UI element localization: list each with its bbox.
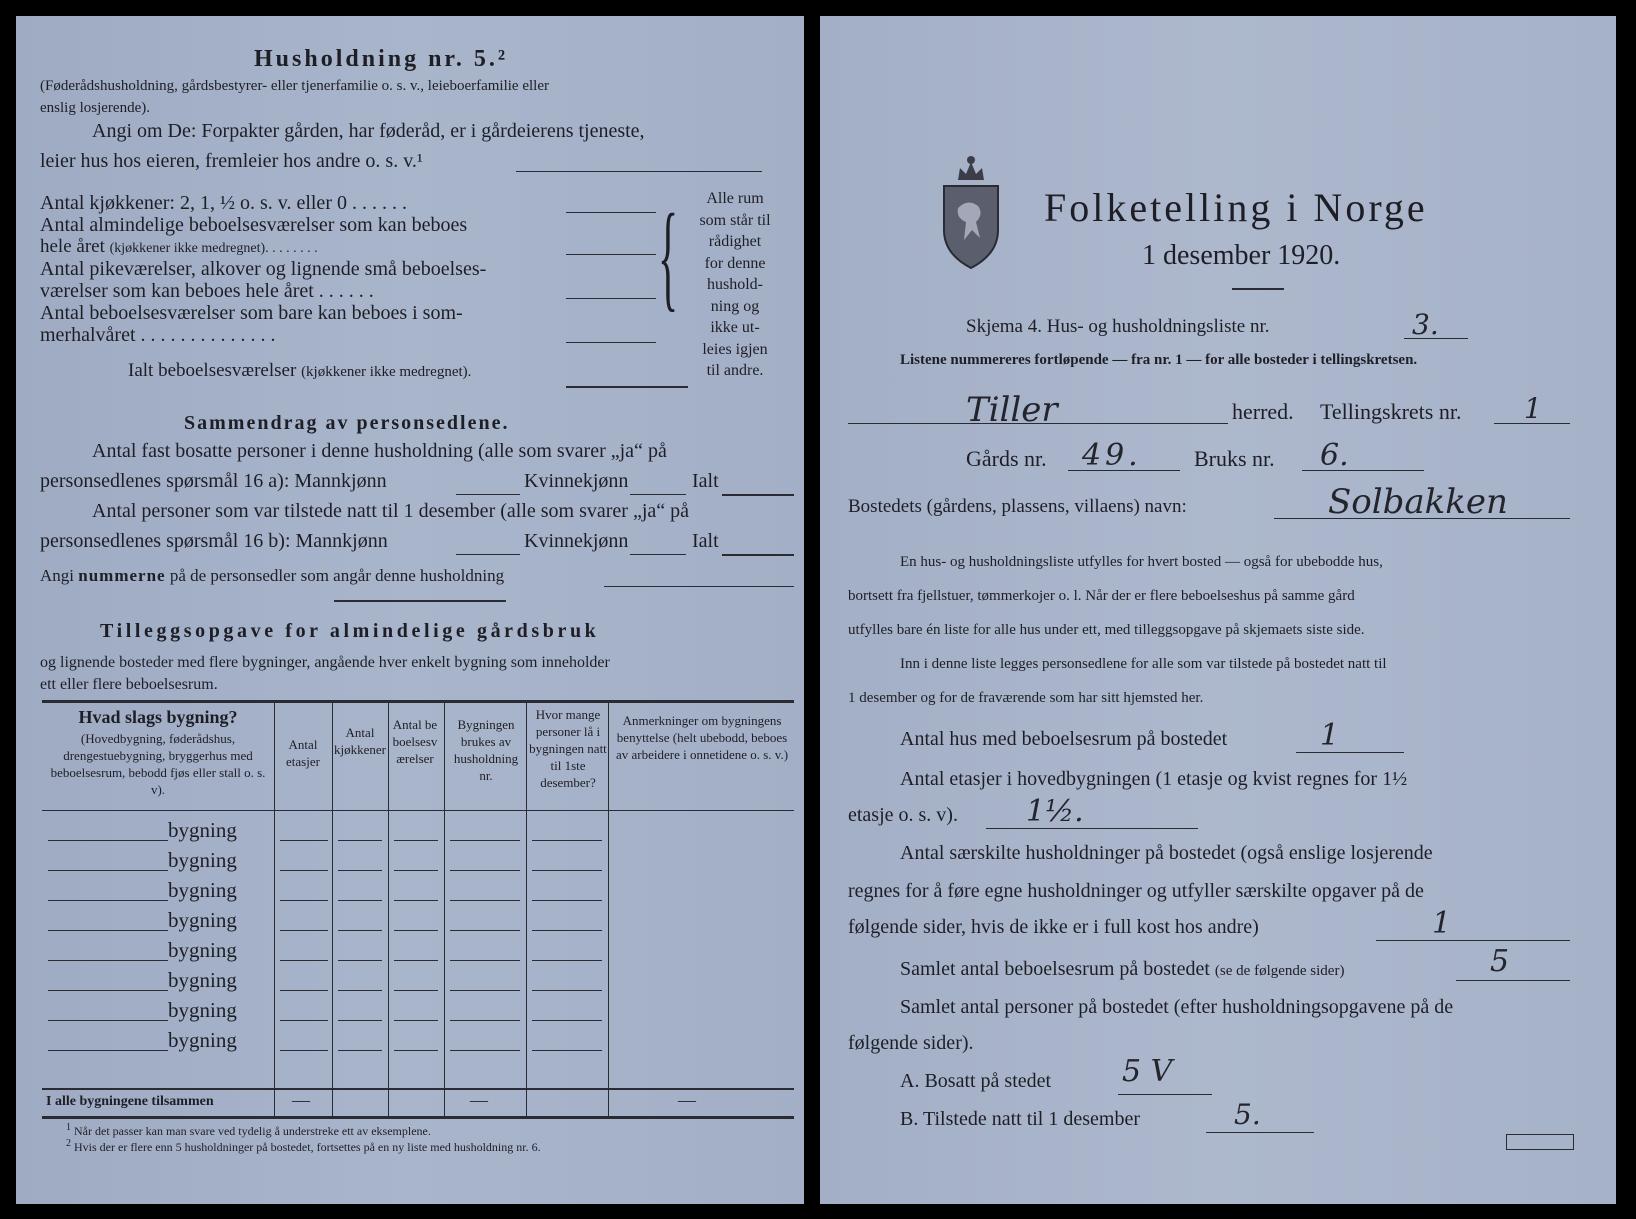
household-subtitle-2: enslig losjerende). bbox=[40, 100, 150, 116]
rooms-question-1b-text: hele året bbox=[40, 236, 105, 257]
right-page bbox=[820, 16, 1616, 1204]
schema-label: Skjema 4. Hus- og husholdningsliste nr. bbox=[966, 316, 1270, 337]
coat-of-arms-icon bbox=[938, 150, 1004, 272]
col-building-type-note: (Hovedbygning, føderådshus, drengestuebygning, bryggerhus med beboelsesrum, bebodd fjøs eller stall o. s. v). bbox=[50, 731, 266, 797]
side-note-line: ning og bbox=[710, 297, 760, 315]
houses-answer-value: 1 bbox=[1320, 718, 1340, 753]
table-cell-field[interactable] bbox=[450, 1050, 520, 1051]
rooms-question-3b: merhalvåret . . . . . . . . . . . . . . bbox=[40, 324, 276, 346]
table-cell-field[interactable] bbox=[394, 960, 438, 961]
building-type-field[interactable] bbox=[48, 870, 168, 871]
table-cell-field[interactable] bbox=[338, 990, 382, 991]
total-rooms-answer-line[interactable] bbox=[566, 386, 688, 388]
bosted-name-value: Solbakken bbox=[1328, 482, 1508, 522]
houses-answer-line[interactable] bbox=[1296, 752, 1404, 753]
rooms-question-1b-note: (kjøkkener ikke medregnet). . . . . . . . bbox=[109, 241, 318, 256]
side-note-line: som står til bbox=[699, 211, 771, 229]
table-cell-field[interactable] bbox=[394, 840, 438, 841]
building-type-field[interactable] bbox=[48, 840, 168, 841]
summary-line-1a: Antal fast bosatte personer i denne husholdning (alle som svarer „ja“ på bbox=[92, 440, 667, 462]
table-cell-field[interactable] bbox=[338, 1020, 382, 1021]
side-note-line: ikke ut- bbox=[710, 319, 760, 336]
bruks-label: Bruks nr. bbox=[1194, 446, 1275, 471]
intro-line-1: Angi om De: Forpakter gården, har føderåd, er i gårdeierens tjeneste, bbox=[92, 120, 645, 142]
total-label-2: Ialt bbox=[692, 530, 719, 552]
households-answer-line[interactable] bbox=[1376, 940, 1570, 941]
total-present-field[interactable] bbox=[722, 554, 794, 556]
bosted-label: Bostedets (gårdens, plassens, villaens) navn: bbox=[848, 496, 1187, 517]
table-col-divider bbox=[608, 700, 609, 1116]
table-top-border bbox=[42, 700, 794, 703]
footnote-1-text: Når det passer kan man svare ved tydelig å understreke ett av eksemplene. bbox=[74, 1124, 431, 1138]
table-col-divider bbox=[332, 700, 333, 1116]
krets-label: Tellingskrets nr. bbox=[1320, 399, 1462, 424]
col-persons: Hvor mange personer lå i bygningen natt til 1ste desember? bbox=[529, 707, 607, 790]
table-cell-field[interactable] bbox=[280, 840, 328, 841]
building-type-field[interactable] bbox=[48, 900, 168, 901]
table-row-label: bygning bbox=[168, 878, 237, 902]
floors-question-b: etasje o. s. v). bbox=[848, 804, 958, 826]
total-remarks-dash: — bbox=[678, 1090, 696, 1110]
table-row-label: bygning bbox=[168, 998, 237, 1022]
herred-label: herred. bbox=[1232, 399, 1294, 424]
household-subtitle: (Føderådshusholdning, gårdsbestyrer- eller tjenerfamilie o. s. v., leieboerfamilie eller bbox=[40, 78, 549, 94]
table-cell-field[interactable] bbox=[394, 990, 438, 991]
building-type-field[interactable] bbox=[48, 990, 168, 991]
table-cell-field[interactable] bbox=[338, 900, 382, 901]
gards-number-value: 49. bbox=[1082, 438, 1142, 473]
rooms-question-1a: Antal almindelige beboelsesværelser som kan beboes bbox=[40, 214, 468, 236]
section-divider bbox=[334, 600, 506, 602]
table-cell-field[interactable] bbox=[394, 870, 438, 871]
table-cell-field[interactable] bbox=[532, 930, 602, 931]
table-col-divider bbox=[444, 700, 445, 1116]
col-kitchens: Antal kjøkkener bbox=[334, 725, 386, 757]
instruction-1c: utfylles bare én liste for alle hus under ett, med tilleggsopgave på skjemaets siste side. bbox=[848, 622, 1365, 638]
table-cell-field[interactable] bbox=[394, 900, 438, 901]
schema-number-value: 3. bbox=[1412, 308, 1439, 341]
numbers-label-b: nummerne bbox=[78, 566, 166, 585]
building-type-field[interactable] bbox=[48, 1020, 168, 1021]
persons-question-a: Samlet antal personer på bostedet (efter husholdningsopgavene på de bbox=[900, 996, 1454, 1018]
table-bottom-border bbox=[42, 1116, 794, 1119]
brace-icon: { bbox=[658, 189, 679, 322]
rooms-total-answer-line[interactable] bbox=[1456, 980, 1570, 981]
total-rooms-note: (kjøkkener ikke medregnet). bbox=[301, 364, 472, 380]
rooms-total-note: (se de følgende sider) bbox=[1214, 963, 1345, 979]
total-rooms-label: Ialt beboelsesværelser bbox=[128, 360, 297, 381]
table-cell-field[interactable] bbox=[280, 990, 328, 991]
total-floors-dash: — bbox=[292, 1090, 310, 1110]
table-cell-field[interactable] bbox=[532, 840, 602, 841]
rooms-total-label: Samlet antal beboelsesrum på bostedet bbox=[900, 958, 1210, 980]
table-cell-field[interactable] bbox=[450, 990, 520, 991]
resident-answer-line[interactable] bbox=[1118, 1094, 1212, 1095]
households-question-a: Antal særskilte husholdninger på bostedet (også enslige losjerende bbox=[900, 842, 1433, 864]
printer-stamp bbox=[1506, 1134, 1574, 1150]
col-household: Bygningen brukes av husholdning nr. bbox=[453, 717, 519, 783]
table-cell-field[interactable] bbox=[394, 1020, 438, 1021]
table-col-divider bbox=[388, 700, 389, 1116]
building-type-field[interactable] bbox=[48, 1050, 168, 1051]
numbers-line bbox=[40, 566, 504, 586]
col-rooms: Antal beboelsesværelser bbox=[392, 717, 438, 766]
rooms-question-2b: værelser som kan beboes hele året . . . . . . bbox=[40, 280, 374, 302]
table-cell-field[interactable] bbox=[532, 1050, 602, 1051]
summary-line-2a: Antal personer som var tilstede natt til 1 desember (alle som svarer „ja“ på bbox=[92, 500, 690, 522]
households-question-b: regnes for å føre egne husholdninger og utfyller særskilte opgaver på de bbox=[848, 880, 1424, 902]
table-row-label: bygning bbox=[168, 848, 237, 872]
table-row-label: bygning bbox=[168, 908, 237, 932]
resident-answer-value: 5 V bbox=[1122, 1054, 1173, 1089]
census-date: 1 desember 1920. bbox=[1142, 240, 1341, 271]
table-cell-field[interactable] bbox=[338, 1050, 382, 1051]
table-cell-field[interactable] bbox=[280, 930, 328, 931]
side-note bbox=[690, 188, 780, 382]
instruction-1a: En hus- og husholdningsliste utfylles for hvert bosted — også for ubebodde hus, bbox=[900, 554, 1383, 570]
table-cell-field[interactable] bbox=[280, 900, 328, 901]
side-note-line: Alle rum bbox=[706, 190, 764, 207]
title-divider bbox=[1232, 288, 1284, 290]
supplement-title: Tilleggsopgave for almindelige gårdsbruk bbox=[100, 620, 600, 642]
table-cell-field[interactable] bbox=[280, 1050, 328, 1051]
table-col-divider bbox=[526, 700, 527, 1116]
table-cell-field[interactable] bbox=[338, 870, 382, 871]
persons-question-b: følgende sider). bbox=[848, 1032, 974, 1054]
table-cell-field[interactable] bbox=[450, 870, 520, 871]
table-cell-field[interactable] bbox=[532, 900, 602, 901]
supplement-line-1: og lignende bosteder med flere bygninger, angående hver enkelt bygning som inneholder bbox=[40, 654, 610, 671]
table-cell-field[interactable] bbox=[394, 1050, 438, 1051]
total-label: Ialt bbox=[692, 470, 719, 492]
side-note-line: til andre. bbox=[706, 362, 764, 379]
footnote-2: $^2$ Hvis der er flere enn 5 husholdninger på bostedet, fortsettes på en ny liste med husholdning nr. 6. bbox=[66, 1138, 541, 1154]
houses-question: Antal hus med beboelsesrum på bostedet bbox=[900, 728, 1228, 750]
table-row-label: bygning bbox=[168, 1028, 237, 1052]
table-row-label: bygning bbox=[168, 938, 237, 962]
numbers-label-a: Angi bbox=[40, 566, 74, 585]
col-floors: Antal etasjer bbox=[286, 737, 320, 769]
table-cell-field[interactable] bbox=[532, 960, 602, 961]
male-present-field[interactable] bbox=[456, 554, 520, 555]
building-type-field[interactable] bbox=[48, 930, 168, 931]
side-note-line: leies igjen bbox=[702, 340, 768, 358]
summary-line-1b: personsedlenes spørsmål 16 a): Mannkjønn bbox=[40, 470, 387, 492]
table-cell-field[interactable] bbox=[450, 840, 520, 841]
table-row-label: bygning bbox=[168, 818, 237, 842]
table-cell-field[interactable] bbox=[338, 930, 382, 931]
side-note-line: hushold- bbox=[707, 276, 763, 293]
numbering-note: Listene nummereres fortløpende — fra nr. 1 — for alle bosteder i tellingskretsen. bbox=[900, 352, 1418, 368]
table-cell-field[interactable] bbox=[450, 900, 520, 901]
table-cell-field[interactable] bbox=[394, 930, 438, 931]
table-cell-field[interactable] bbox=[280, 1020, 328, 1021]
intro-line-2: leier hus hos eieren, fremleier hos andre o. s. v.¹ bbox=[40, 150, 423, 172]
table-cell-field[interactable] bbox=[532, 990, 602, 991]
summary-title: Sammendrag av personsedlene. bbox=[184, 412, 510, 434]
instruction-2b: 1 desember og for de fraværende som har sitt hjemsted her. bbox=[848, 690, 1204, 706]
rooms-answer-line-3[interactable] bbox=[566, 342, 656, 343]
intro-answer-line[interactable] bbox=[516, 171, 762, 172]
instruction-2a: Inn i denne liste legges personsedlene for alle som var tilstede på bostedet natt til bbox=[900, 656, 1387, 672]
table-cell-field[interactable] bbox=[280, 870, 328, 871]
gards-label: Gårds nr. bbox=[966, 446, 1047, 471]
table-cell-field[interactable] bbox=[450, 1020, 520, 1021]
bruks-number-value: 6. bbox=[1320, 438, 1349, 473]
present-question: B. Tilstede natt til 1 desember bbox=[900, 1108, 1140, 1130]
table-cell-field[interactable] bbox=[532, 1020, 602, 1021]
rooms-question-2a: Antal pikeværelser, alkover og lignende små beboelses- bbox=[40, 258, 487, 280]
col-building-type-title: Hvad slags bygning? bbox=[78, 707, 238, 727]
supplement-line-2: ett eller flere beboelsesrum. bbox=[40, 676, 218, 693]
rooms-question-3a: Antal beboelsesværelser som bare kan beboes i som- bbox=[40, 302, 463, 324]
building-table bbox=[42, 700, 794, 1120]
table-cell-field[interactable] bbox=[532, 870, 602, 871]
herred-value: Tiller bbox=[966, 390, 1058, 430]
krets-number-value: 1 bbox=[1524, 392, 1542, 425]
numbers-answer-line[interactable] bbox=[604, 586, 794, 587]
building-type-field[interactable] bbox=[48, 960, 168, 961]
numbers-label-c: på de personsedler som angår denne husholdning bbox=[169, 566, 505, 585]
table-cell-field[interactable] bbox=[450, 930, 520, 931]
total-row-label: I alle bygningene tilsammen bbox=[46, 1094, 214, 1109]
summary-line-2b: personsedlenes spørsmål 16 b): Mannkjønn bbox=[40, 530, 388, 552]
floors-answer-line[interactable] bbox=[986, 828, 1198, 829]
rooms-total-question bbox=[900, 958, 1344, 981]
table-header-border bbox=[42, 810, 794, 811]
present-answer-line[interactable] bbox=[1206, 1132, 1314, 1133]
total-resident-field[interactable] bbox=[722, 494, 794, 496]
floors-answer-value: 1½. bbox=[1026, 794, 1084, 829]
table-col-divider bbox=[274, 700, 275, 1116]
rooms-question-1b bbox=[40, 236, 318, 258]
footnote-1: $^1$ Når det passer kan man svare ved tydelig å understreke ett av eksemplene. bbox=[66, 1122, 431, 1138]
total-household-dash: — bbox=[470, 1090, 488, 1110]
households-answer-value: 1 bbox=[1432, 906, 1452, 941]
total-rooms-question bbox=[128, 360, 471, 382]
census-title: Folketelling i Norge bbox=[1044, 185, 1428, 230]
present-answer-value: 5. bbox=[1234, 1098, 1261, 1131]
male-resident-field[interactable] bbox=[456, 494, 520, 495]
household-title: Husholdning nr. 5.² bbox=[254, 46, 509, 72]
female-label-2: Kvinnekjønn bbox=[524, 530, 629, 552]
kitchens-answer-line[interactable] bbox=[566, 212, 656, 213]
table-cell-field[interactable] bbox=[338, 840, 382, 841]
side-note-line: rådighet bbox=[708, 233, 762, 250]
rooms-answer-line-1[interactable] bbox=[566, 254, 656, 255]
table-cell-field[interactable] bbox=[338, 960, 382, 961]
resident-question: A. Bosatt på stedet bbox=[900, 1070, 1052, 1092]
table-cell-field[interactable] bbox=[280, 960, 328, 961]
side-note-line: for denne bbox=[704, 254, 766, 272]
floors-question-a: Antal etasjer i hovedbygningen (1 etasje og kvist regnes for 1½ bbox=[900, 768, 1408, 790]
female-resident-field[interactable] bbox=[630, 494, 686, 495]
footnote-2-text: Hvis der er flere enn 5 husholdninger på bostedet, fortsettes på en ny liste med husholdning nr. 6. bbox=[74, 1140, 541, 1154]
households-question-c: følgende sider, hvis de ikke er i full kost hos andre) bbox=[848, 916, 1259, 938]
female-present-field[interactable] bbox=[630, 554, 686, 555]
col-remarks: Anmerkninger om bygningens benyttelse (helt ubebodd, beboes av arbeidere i onnetidene o. s. v.) bbox=[615, 713, 789, 762]
rooms-total-answer-value: 5 bbox=[1490, 944, 1510, 979]
table-cell-field[interactable] bbox=[450, 960, 520, 961]
table-row-label: bygning bbox=[168, 968, 237, 992]
instruction-1b: bortsett fra fjellstuer, tømmerkojer o. l. Når der er flere beboelseshus på samme gård bbox=[848, 588, 1355, 604]
col-building-type bbox=[42, 704, 274, 798]
left-page bbox=[16, 16, 804, 1204]
female-label: Kvinnekjønn bbox=[524, 470, 629, 492]
rooms-answer-line-2[interactable] bbox=[566, 298, 656, 299]
kitchens-question: Antal kjøkkener: 2, 1, ½ o. s. v. eller 0 . . . . . . bbox=[40, 192, 407, 214]
